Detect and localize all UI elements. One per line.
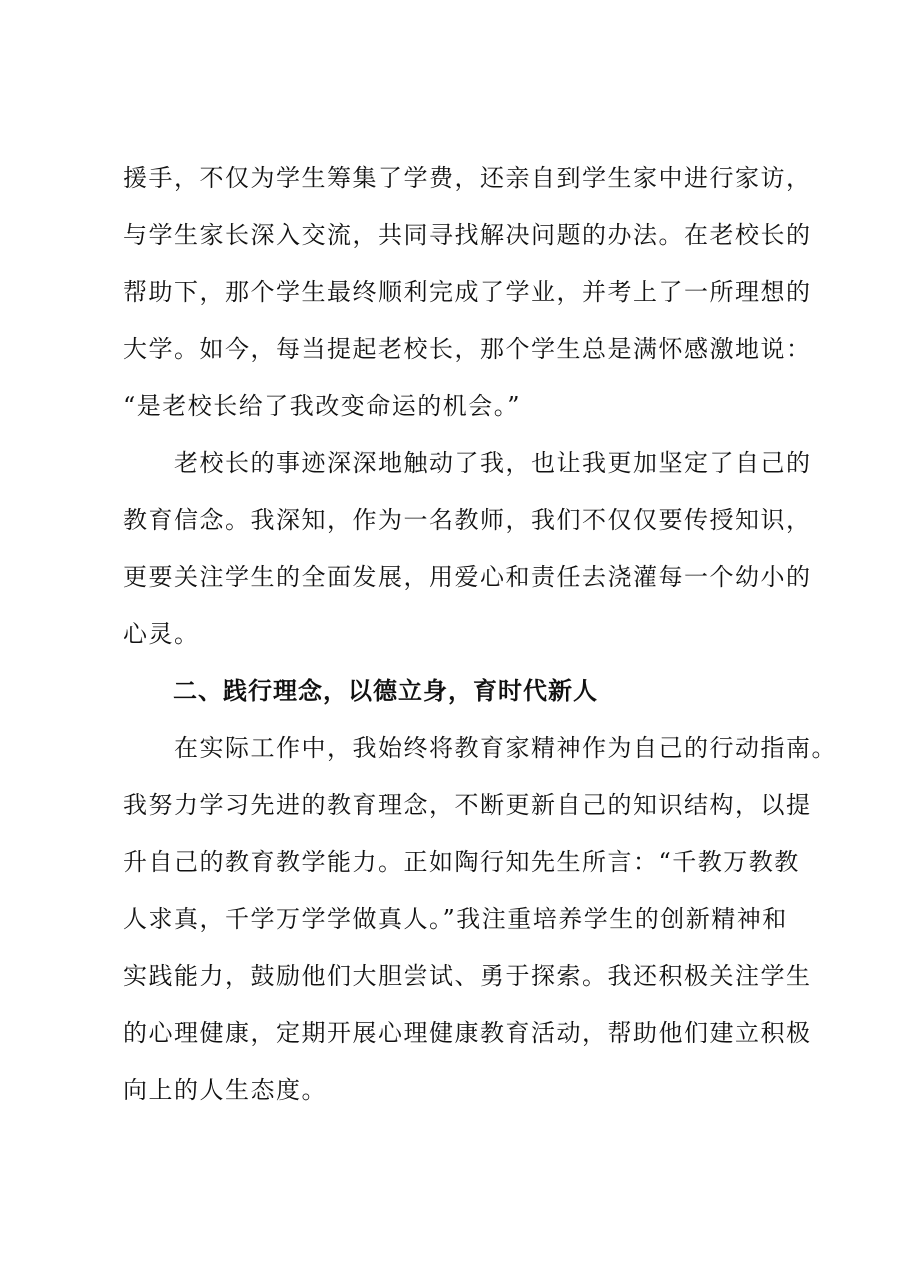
section-heading: 二、践行理念，以德立身，育时代新人	[123, 677, 598, 705]
paragraph-line: 向上的人生态度。	[123, 1076, 327, 1104]
paragraph-line: 更要关注学生的全面发展，用爱心和责任去浇灌每一个幼小的	[123, 563, 812, 591]
paragraph-line: 我努力学习先进的教育理念，不断更新自己的知识结构，以提	[123, 791, 812, 819]
paragraph-line: 人求真，千学万学学做真人。”我注重培养学生的创新精神和	[123, 905, 788, 933]
paragraph-line: 教育信念。我深知，作为一名教师，我们不仅仅要传授知识，	[123, 506, 812, 534]
paragraph-line: 升自己的教育教学能力。正如陶行知先生所言：“千教万教教	[123, 848, 800, 876]
paragraph-line: 心灵。	[123, 620, 200, 648]
paragraph-line: 援手，不仅为学生筹集了学费，还亲自到学生家中进行家访，	[123, 164, 812, 192]
paragraph-line: “是老校长给了我改变命运的机会。”	[123, 392, 522, 420]
paragraph-line: 老校长的事迹深深地触动了我，也让我更加坚定了自己的	[123, 449, 812, 477]
paragraph-line: 在实际工作中，我始终将教育家精神作为自己的行动指南。	[123, 734, 837, 762]
paragraph-line: 与学生家长深入交流，共同寻找解决问题的办法。在老校长的	[123, 221, 812, 249]
paragraph-line: 的心理健康，定期开展心理健康教育活动，帮助他们建立积极	[123, 1019, 812, 1047]
paragraph-line: 大学。如今，每当提起老校长，那个学生总是满怀感激地说：	[123, 335, 812, 363]
paragraph-line: 帮助下，那个学生最终顺利完成了学业，并考上了一所理想的	[123, 278, 812, 306]
paragraph-line: 实践能力，鼓励他们大胆尝试、勇于探索。我还积极关注学生	[123, 962, 812, 990]
